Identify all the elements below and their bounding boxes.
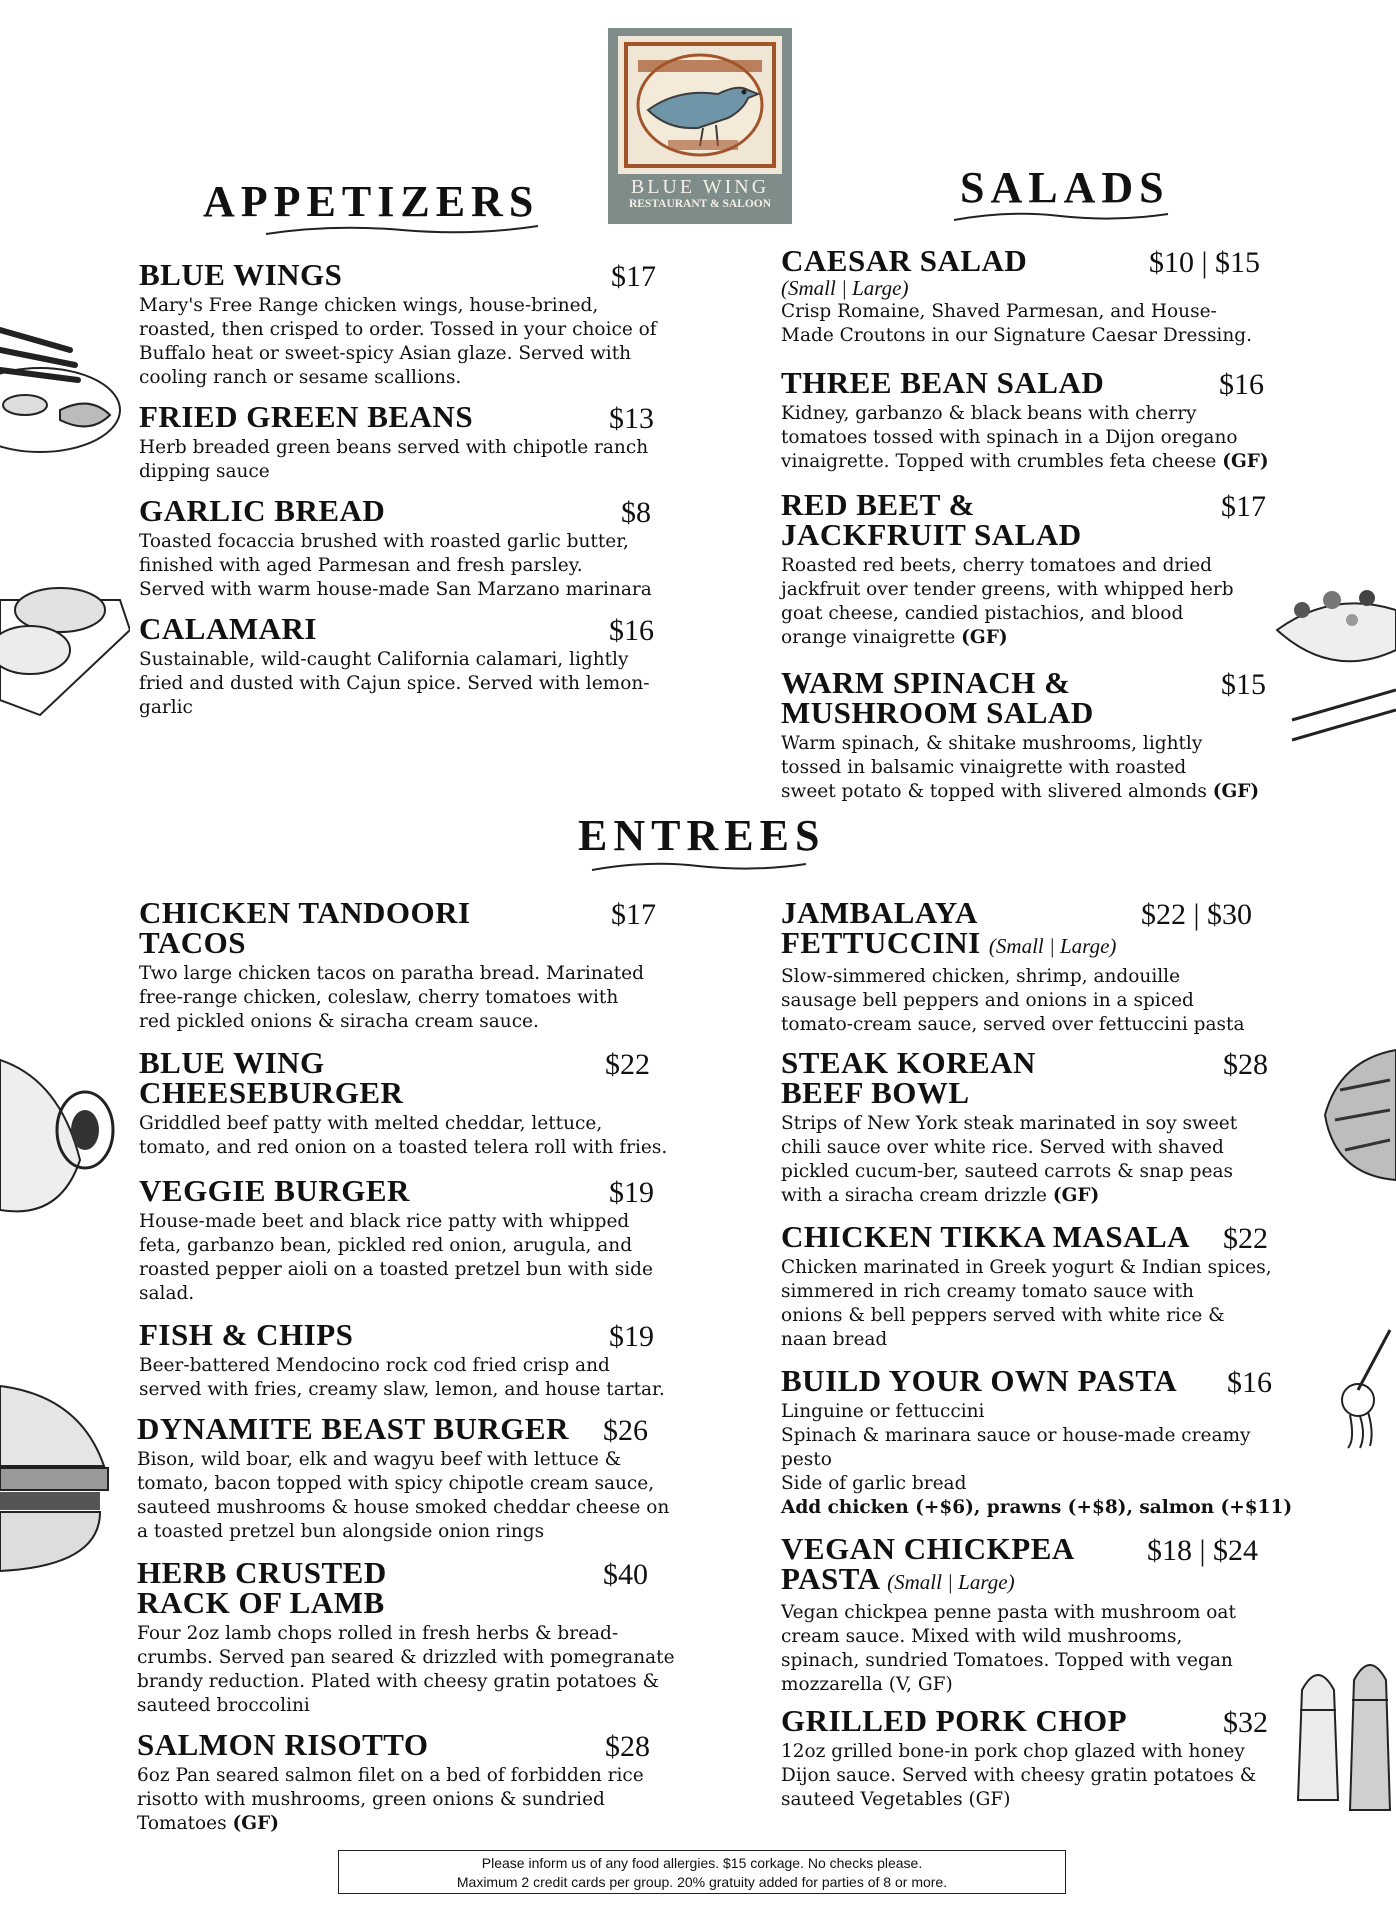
- item-price: $40: [603, 1558, 648, 1591]
- item-name: THREE BEAN SALAD: [781, 365, 1105, 400]
- item-price: $10 | $15: [1149, 246, 1261, 279]
- menu-item-fried-green-beans: [139, 399, 669, 484]
- item-description: Vegan chickpea penne pasta with mushroom oat cream sauce. Mixed with wild mushrooms, spinach, sundried Tomatoes. Topped with vegan mozzarella (V, GF): [781, 1602, 1236, 1695]
- item-description: Bison, wild boar, elk and wagyu beef with lettuce & tomato, bacon topped with spicy chipotle cream sauce, sauteed mushrooms & house smoked cheddar cheese on a toasted pretzel bun alongside onion rings: [137, 1449, 670, 1542]
- item-price: $18 | $24: [1147, 1534, 1259, 1567]
- item-description: Sustainable, wild-caught California calamari, lightly fried and dusted with Cajun spice. Served with lemon- garlic: [139, 649, 650, 718]
- item-description: 12oz grilled bone-in pork chop glazed with honey Dijon sauce. Served with cheesy gratin potatoes & sauteed Vegetables (GF): [781, 1741, 1257, 1810]
- footer-notice: [338, 1850, 1066, 1894]
- item-price: $16: [609, 614, 654, 647]
- item-name: FISH & CHIPS: [139, 1317, 354, 1352]
- garlic-bread-icon: [0, 540, 130, 720]
- item-description: Crisp Romaine, Shaved Parmesan, and House- Made Croutons in our Signature Caesar Dressing.: [781, 301, 1252, 346]
- salt-pepper-icon: [1288, 1650, 1396, 1820]
- menu-item-red-beet-jackfruit-salad: [781, 487, 1281, 650]
- restaurant-logo: [608, 28, 792, 224]
- item-price: $19: [609, 1320, 654, 1353]
- item-price: $22: [1223, 1222, 1268, 1255]
- item-description: Four 2oz lamb chops rolled in fresh herbs & bread- crumbs. Served pan seared & drizzled with pomegranate brandy reduction. Plated with cheesy gratin potatoes & sauteed broccolini: [137, 1623, 675, 1716]
- entrees-heading: ENTREES: [578, 811, 826, 860]
- item-name: DYNAMITE BEAST BURGER: [137, 1411, 569, 1446]
- item-price: $13: [609, 402, 654, 435]
- item-price: $28: [605, 1730, 650, 1763]
- menu-item-veggie-burger: [139, 1173, 679, 1306]
- item-description: Griddled beef patty with melted cheddar, lettuce, tomato, and red onion on a toasted telera roll with fries.: [139, 1113, 668, 1158]
- menu-item-chicken-tikka-masala: [781, 1219, 1301, 1352]
- item-size: (Small | Large): [781, 276, 909, 300]
- item-name: CALAMARI: [139, 611, 317, 646]
- item-name: VEGGIE BURGER: [139, 1173, 410, 1208]
- menu-item-warm-spinach-salad: [781, 665, 1281, 804]
- footer-line-1: Please inform us of any food allergies. $15 corkage. No checks please.: [481, 1855, 923, 1871]
- tacos-icon: [0, 1040, 120, 1230]
- item-description: Toasted focaccia brushed with roasted garlic butter, finished with aged Parmesan and fresh parsley. Served with warm house-made San Marzano marinara: [139, 531, 652, 600]
- item-name: WARM SPINACH & MUSHROOM SALAD: [781, 665, 1094, 730]
- logo-name: BLUE WING: [630, 176, 770, 198]
- item-name: CHICKEN TIKKA MASALA: [781, 1219, 1191, 1254]
- salads-heading: SALADS: [960, 163, 1170, 212]
- item-price: $16: [1227, 1366, 1272, 1399]
- item-price: $28: [1223, 1048, 1268, 1081]
- pasta-addons: Add chicken (+$6), prawns (+$8), salmon (+$11): [781, 1497, 1293, 1518]
- item-price: $17: [611, 260, 656, 293]
- salad-bowl-icon: [1272, 550, 1396, 760]
- appetizers-heading: APPETIZERS: [203, 177, 540, 226]
- logo-tagline: RESTAURANT & SALOON: [628, 198, 772, 210]
- item-description: Slow-simmered chicken, shrimp, andouille sausage bell peppers and onions in a spiced tomato-cream sauce, served over fettuccini pasta: [781, 966, 1245, 1035]
- menu-item-dynamite-beast-burger: [137, 1411, 697, 1544]
- item-price: $17: [1221, 490, 1266, 523]
- item-price: $17: [611, 898, 656, 931]
- menu-item-herb-crusted-lamb: [137, 1555, 697, 1718]
- entrees-flourish: [588, 858, 810, 878]
- item-name: GARLIC BREAD: [139, 493, 386, 528]
- menu-item-vegan-chickpea-pasta: [781, 1531, 1301, 1697]
- item-name: CHICKEN TANDOORI TACOS: [139, 895, 471, 960]
- fork-knife-icon: [1292, 690, 1396, 740]
- item-price: $22 | $30: [1141, 898, 1253, 931]
- item-price: $16: [1219, 368, 1264, 401]
- item-name: CAESAR SALAD: [781, 243, 1028, 278]
- menu-item-three-bean-salad: [781, 365, 1281, 474]
- item-name: FRIED GREEN BEANS: [139, 399, 474, 434]
- menu-item-steak-korean-beef-bowl: [781, 1045, 1301, 1208]
- item-name: STEAK KOREAN BEEF BOWL: [781, 1045, 1036, 1110]
- menu-item-salmon-risotto: [137, 1727, 697, 1836]
- item-price: $8: [621, 496, 651, 529]
- item-price: $32: [1223, 1706, 1268, 1739]
- item-name: VEGAN CHICKPEA PASTA (Small | Large): [781, 1531, 1075, 1596]
- menu-item-grilled-pork-chop: [781, 1703, 1301, 1812]
- item-description: Kidney, garbanzo & black beans with cherry tomatoes tossed with spinach in a Dijon oregano vinaigrette. Topped with crumbles feta cheese (GF): [781, 403, 1269, 472]
- appetizers-flourish: [262, 222, 542, 242]
- item-price: $19: [609, 1176, 654, 1209]
- steak-icon: [1320, 1040, 1396, 1190]
- menu-item-fish-chips: [139, 1317, 699, 1402]
- item-price: $15: [1221, 668, 1266, 701]
- menu-item-jambalaya-fettuccini: [781, 895, 1301, 1037]
- menu-item-caesar-salad: [781, 243, 1281, 348]
- menu-item-chicken-tandoori-tacos: [139, 895, 679, 1034]
- item-description: Two large chicken tacos on paratha bread. Marinated free-range chicken, coleslaw, cherry tomatoes with red pickled onions & siracha cream sauce.: [139, 963, 644, 1032]
- menu-item-calamari: [139, 611, 679, 720]
- item-name: RED BEET & JACKFRUIT SALAD: [781, 487, 1082, 552]
- item-name: GRILLED PORK CHOP: [781, 1703, 1128, 1738]
- pasta-fork-icon: [1340, 1320, 1396, 1450]
- burger-icon: [0, 1376, 112, 1576]
- item-price: $22: [605, 1048, 650, 1081]
- item-description: Beer-battered Mendocino rock cod fried crisp and served with fries, creamy slaw, lemon, and house tartar.: [139, 1355, 665, 1400]
- item-description: Roasted red beets, cherry tomatoes and dried jackfruit over tender greens, with whipped herb goat cheese, candied pistachios, and blood orange vinaigrette (GF): [781, 555, 1234, 648]
- item-description: Strips of New York steak marinated in soy sweet chili sauce over white rice. Served with shaved pickled cucum-ber, sauteed carrots & snap peas with a siracha cream drizzle (GF): [781, 1113, 1238, 1206]
- item-price: $26: [603, 1414, 648, 1447]
- menu-item-blue-wings: [139, 257, 669, 390]
- item-description: Chicken marinated in Greek yogurt & Indian spices, simmered in rich creamy tomato sauce with onions & bell peppers served with white rice & naan bread: [781, 1257, 1272, 1350]
- item-name: HERB CRUSTED RACK OF LAMB: [137, 1555, 387, 1620]
- item-description: Warm spinach, & shitake mushrooms, lightly tossed in balsamic vinaigrette with roasted sweet potato & topped with slivered almonds (GF): [781, 733, 1260, 802]
- menu-item-garlic-bread: [139, 493, 679, 602]
- item-description: Linguine or fettuccini Spinach & marinara sauce or house-made creamy pesto Side of garlic bread Add chicken (+$6), prawns (+$8), salmon (+$11): [781, 1400, 1301, 1520]
- item-description: 6oz Pan seared salmon filet on a bed of forbidden rice risotto with mushrooms, green onions & sundried Tomatoes (GF): [137, 1765, 644, 1834]
- item-description: Herb breaded green beans served with chipotle ranch dipping sauce: [139, 437, 649, 482]
- item-name: BLUE WINGS: [139, 257, 343, 292]
- footer-line-2: Maximum 2 credit cards per group. 20% gratuity added for parties of 8 or more.: [456, 1874, 948, 1890]
- salads-flourish: [950, 208, 1172, 228]
- item-name: JAMBALAYA FETTUCCINI (Small | Large): [781, 895, 1117, 960]
- chicken-wings-icon: [0, 300, 130, 460]
- menu-item-build-your-own-pasta: [781, 1363, 1301, 1520]
- item-description: House-made beet and black rice patty with whipped feta, garbanzo bean, pickled red onion, arugula, and roasted pepper aioli on a toasted pretzel bun with side salad.: [139, 1211, 653, 1304]
- item-description: Mary's Free Range chicken wings, house-brined, roasted, then crisped to order. Tossed in your choice of Buffalo heat or sweet-spicy Asian glaze. Served with cooling ranch or sesame scallions.: [139, 295, 657, 388]
- menu-item-blue-wing-cheeseburger: [139, 1045, 679, 1160]
- item-name: BLUE WING CHEESEBURGER: [139, 1045, 404, 1110]
- item-name: SALMON RISOTTO: [137, 1727, 429, 1762]
- item-name: BUILD YOUR OWN PASTA: [781, 1363, 1178, 1398]
